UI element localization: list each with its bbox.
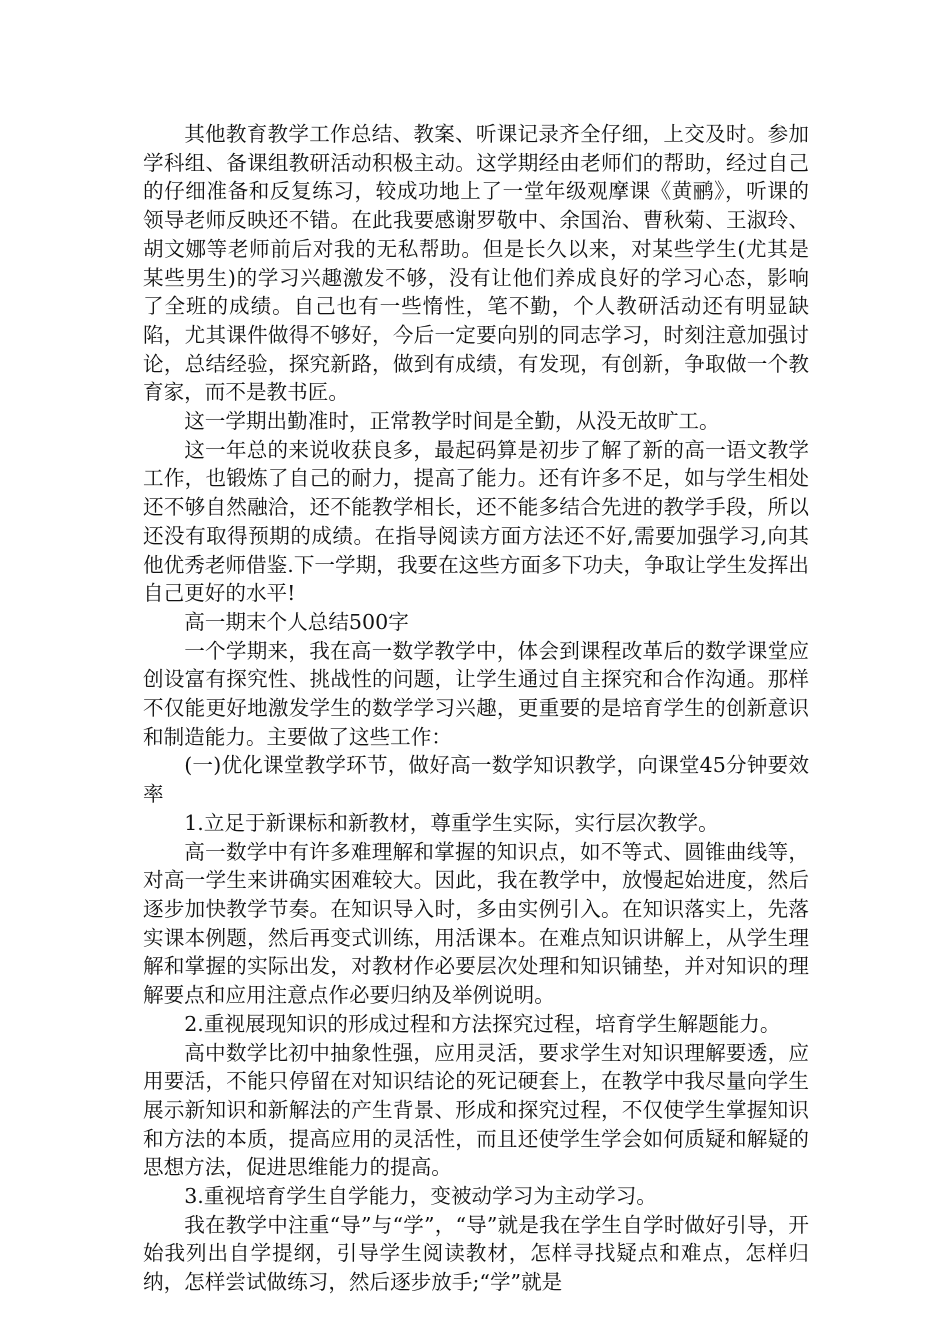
- point-1-heading: 1.立足于新课标和新教材，尊重学生实际，实行层次教学。: [184, 810, 719, 835]
- paragraph-year-review: 这一年总的来说收获良多，最起码算是初步了解了新的高一语文教学工作，也锻炼了自己的耐力，提高了能力。还有许多不足，如与学生相处还不够自然融洽，还不能教学相长，还不能多结合先进的教学手段，所以还没有取得预期的成绩。在指导阅读方面方法还不好,需要加强学习,向其他优秀老师借鉴.下一学期，我要在这些方面多下功夫，争取让学生发挥出自己更好的水平!: [143, 437, 809, 606]
- document-body: [143, 120, 809, 1297]
- paragraph-summary-work: 其他教育教学工作总结、教案、听课记录齐全仔细，上交及时。参加学科组、备课组教研活动积极主动。这学期经由老师们的帮助，经过自己的仔细准备和反复练习，较成功地上了一堂年级观摩课《黄鹂》，听课的领导老师反映还不错。在此我要感谢罗敬中、余国治、曹秋菊、王淑玲、胡文娜等老师前后对我的无私帮助。但是长久以来，对某些学生(尤其是某些男生)的学习兴趣激发不够，没有让他们养成良好的学习心态，影响了全班的成绩。自己也有一些惰性，笔不勤，个人教研活动还有明显缺陷，尤其课件做得不够好，今后一定要向别的同志学习，时刻注意加强讨论，总结经验，探究新路，做到有成绩，有发现，有创新，争取做一个教育家，而不是教书匠。: [143, 122, 809, 405]
- paragraph-math-intro: 一个学期来，我在高一数学教学中，体会到课程改革后的数学课堂应创设富有探究性、挑战性的问题，让学生通过自主探究和合作沟通。那样不仅能更好地激发学生的数学学习兴趣，更重要的是培育学生的创新意识和制造能力。主要做了这些工作：: [143, 638, 809, 749]
- point-3-body: 我在教学中注重“导”与“学”，“导”就是我在学生自学时做好引导，开始我列出自学提纲，引导学生阅读教材，怎样寻找疑点和难点，怎样归纳，怎样尝试做练习，然后逐步放手;“学”就是: [143, 1212, 809, 1295]
- point-2-body: 高中数学比初中抽象性强，应用灵活，要求学生对知识理解要透，应用要活，不能只停留在对知识结论的死记硬套上，在教学中我尽量向学生展示新知识和新解法的产生背景、形成和探究过程，不仅使学生掌握知识和方法的本质，提高应用的灵活性，而且还使学生学会如何质疑和解疑的思想方法，促进思维能力的提高。: [143, 1040, 809, 1180]
- point-3-heading: 3.重视培育学生自学能力，变被动学习为主动学习。: [184, 1184, 657, 1209]
- point-2-heading: 2.重视展现知识的形成过程和方法探究过程，培育学生解题能力。: [184, 1011, 781, 1036]
- subheading-optimize-classroom: (一)优化课堂教学环节，做好高一数学知识教学，向课堂45分钟要效率: [143, 753, 809, 807]
- paragraph-attendance: 这一学期出勤准时，正常教学时间是全勤，从没无故旷工。: [184, 409, 720, 434]
- point-1-body: 高一数学中有许多难理解和掌握的知识点，如不等式、圆锥曲线等，对高一学生来讲确实困难较大。因此，我在教学中，放慢起始进度，然后逐步加快教学节奏。在知识导入时，多由实例引入。在知识落实上，先落实课本例题，然后再变式训练，用活课本。在难点知识讲解上，从学生理解和掌握的实际出发，对教材作必要层次处理和知识铺垫，并对知识的理解要点和应用注意点作必要归纳及举例说明。: [143, 839, 809, 1008]
- section-title: 高一期末个人总结500字: [184, 609, 409, 634]
